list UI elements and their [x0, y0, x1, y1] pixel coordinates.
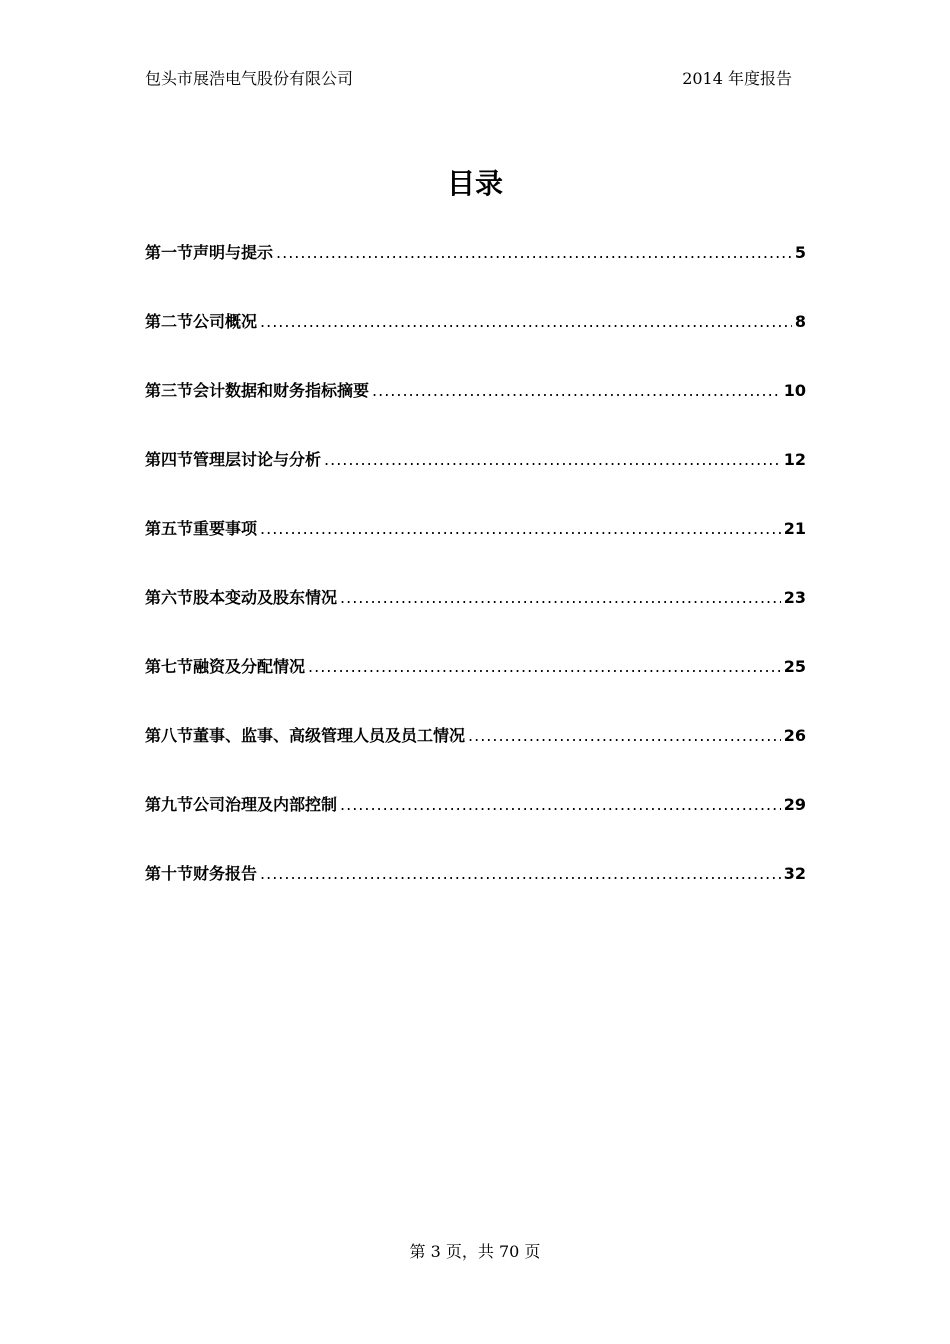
toc-dot-leader [340, 586, 781, 610]
toc-entry-page: 8 [794, 312, 806, 331]
toc-dot-leader [468, 724, 781, 748]
toc-dot-leader [260, 517, 781, 541]
toc-entry-5[interactable] [145, 517, 806, 586]
toc-entry-label: 第十节财务报告 [145, 864, 258, 883]
toc-dot-leader [308, 655, 781, 679]
toc-entry-label: 第九节公司治理及内部控制 [145, 795, 338, 814]
toc-entry-page: 12 [783, 450, 806, 469]
toc-entry-label: 第六节股本变动及股东情况 [145, 588, 338, 607]
toc-entry-page: 5 [794, 243, 806, 262]
toc-entry-4[interactable] [145, 448, 806, 517]
toc-entry-10[interactable] [145, 862, 806, 931]
toc-entry-1[interactable] [145, 241, 806, 310]
header-report-title: 2014 年度报告 [682, 69, 792, 88]
toc-entry-page: 32 [783, 864, 806, 883]
toc-entry-label: 第二节公司概况 [145, 312, 258, 331]
toc-entry-8[interactable] [145, 724, 806, 793]
toc-dot-leader [372, 379, 781, 403]
toc-entry-label: 第五节重要事项 [145, 519, 258, 538]
toc-entry-label: 第一节声明与提示 [145, 243, 274, 262]
toc-entry-page: 26 [783, 726, 806, 745]
toc-entry-page: 25 [783, 657, 806, 676]
toc-dot-leader [260, 310, 792, 334]
toc-list [145, 241, 806, 931]
toc-entry-page: 10 [783, 381, 806, 400]
toc-entry-3[interactable] [145, 379, 806, 448]
toc-entry-label: 第三节会计数据和财务指标摘要 [145, 381, 370, 400]
toc-dot-leader [260, 862, 781, 886]
header-company-name: 包头市展浩电气股份有限公司 [145, 69, 354, 88]
toc-entry-label: 第四节管理层讨论与分析 [145, 450, 322, 469]
toc-entry-label: 第七节融资及分配情况 [145, 657, 306, 676]
toc-entry-9[interactable] [145, 793, 806, 862]
toc-entry-6[interactable] [145, 586, 806, 655]
toc-dot-leader [276, 241, 792, 265]
toc-entry-2[interactable] [145, 310, 806, 379]
toc-entry-page: 29 [783, 795, 806, 814]
toc-dot-leader [340, 793, 781, 817]
toc-entry-7[interactable] [145, 655, 806, 724]
page-footer: 第 3 页，共 70 页 [409, 1242, 541, 1261]
toc-entry-label: 第八节董事、监事、高级管理人员及员工情况 [145, 726, 466, 745]
toc-dot-leader [324, 448, 781, 472]
toc-entry-page: 23 [783, 588, 806, 607]
toc-entry-page: 21 [783, 519, 806, 538]
toc-title: 目录 [446, 167, 503, 200]
